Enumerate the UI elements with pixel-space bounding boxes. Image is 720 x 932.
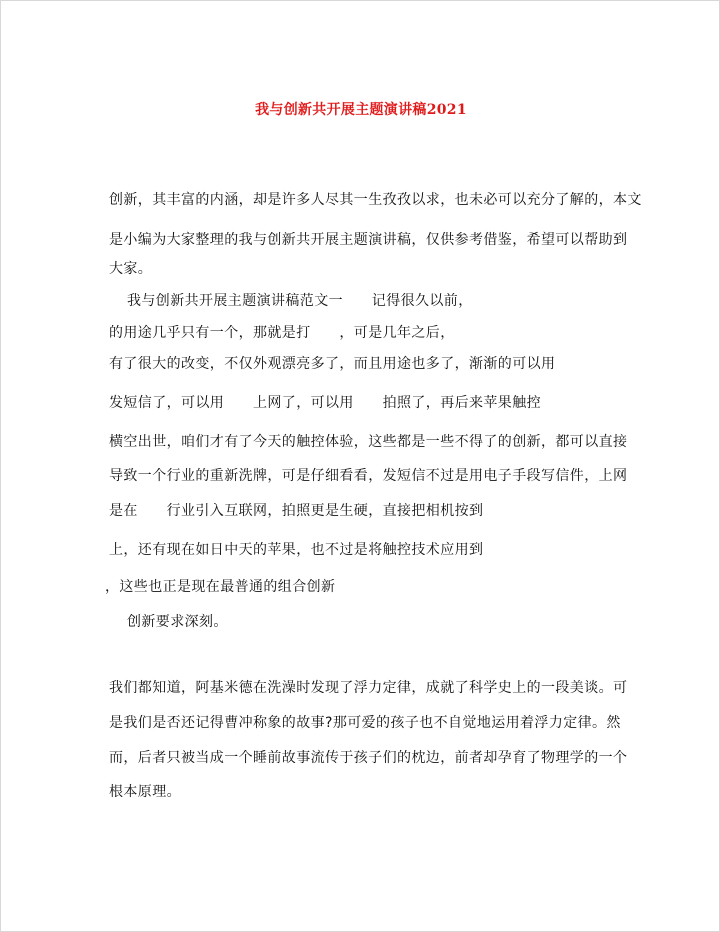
paragraph-line: 我们都知道，阿基米德在洗澡时发现了浮力定律，成就了科学史上的一段美谈。可	[109, 680, 628, 696]
paragraph-line: 是在 行业引入互联网，拍照更是生硬，直接把相机按到	[109, 503, 484, 519]
paragraph-line: 导致一个行业的重新洗牌，可是仔细看看，发短信不过是用电子手段写信件，上网	[109, 468, 628, 484]
paragraph-line: 根本原理。	[109, 784, 181, 800]
paragraph-line: 创新，其丰富的内涵，却是许多人尽其一生孜孜以求，也未必可以充分了解的，本文	[109, 192, 642, 208]
paragraph-line: 横空出世，咱们才有了今天的触控体验，这些都是一些不得了的创新，都可以直接	[109, 434, 628, 450]
paragraph-line: 我与创新共开展主题演讲稿范文一 记得很久以前，	[127, 293, 473, 309]
paragraph-line: 有了很大的改变，不仅外观漂亮多了，而且用途也多了，渐渐的可以用	[109, 356, 556, 372]
paragraph-line: 的用途几乎只有一个，那就是打 ，可是几年之后，	[109, 325, 455, 341]
paragraph-line: ，这些也正是现在最普通的组合创新	[105, 579, 336, 595]
paragraph-line: 上，还有现在如日中天的苹果，也不过是将触控技术应用到	[109, 542, 484, 558]
paragraph-line: 是小编为大家整理的我与创新共开展主题演讲稿，仅供参考借鉴，希望可以帮助到	[109, 232, 628, 248]
paragraph-line: 大家。	[109, 261, 153, 277]
paragraph-line: 是我们是否还记得曹冲称象的故事?那可爱的孩子也不自觉地运用着浮力定律。然	[109, 715, 621, 731]
paragraph-line: 创新要求深刻。	[127, 614, 228, 630]
document-title: 我与创新共开展主题演讲稿2021	[255, 102, 467, 118]
paragraph-line: 发短信了，可以用 上网了，可以用 拍照了，再后来苹果触控	[109, 395, 541, 411]
paragraph-line: 而，后者只被当成一个睡前故事流传于孩子们的枕边，前者却孕育了物理学的一个	[109, 750, 628, 766]
